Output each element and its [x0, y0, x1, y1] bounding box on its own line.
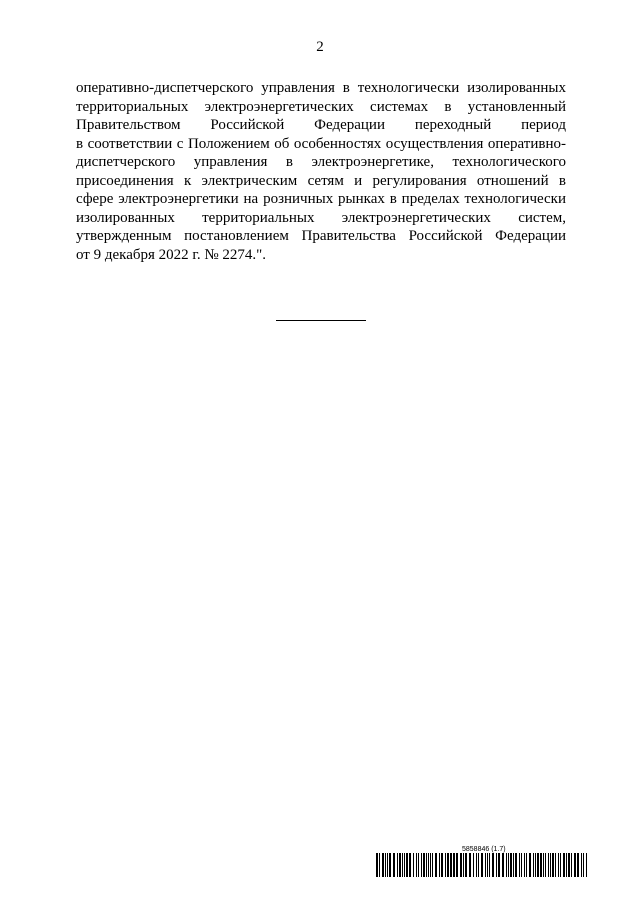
- barcode-bar: [409, 853, 411, 877]
- barcode-bar: [526, 853, 527, 877]
- document-code: 5858846 (1.7): [462, 846, 506, 853]
- barcode-bar: [489, 853, 490, 877]
- barcode-icon: [376, 853, 589, 877]
- barcode-bar: [540, 853, 542, 877]
- page-number: 2: [316, 39, 324, 55]
- barcode-bar: [543, 853, 544, 877]
- barcode-bar: [568, 853, 570, 877]
- barcode-bar: [496, 853, 497, 877]
- barcode-bar: [492, 853, 494, 877]
- barcode-bar: [563, 853, 565, 877]
- barcode-bar: [445, 853, 446, 877]
- barcode-bar: [577, 853, 579, 877]
- barcode-bar: [393, 853, 395, 877]
- barcode-bar: [550, 853, 551, 877]
- text-line-last: от 9 декабря 2022 г. № 2274.".: [76, 246, 267, 263]
- barcode-bar: [460, 853, 462, 877]
- text-line: территориальных электроэнергетических системах в установленный: [76, 98, 566, 115]
- barcode-bar: [379, 853, 380, 877]
- barcode-bar: [402, 853, 403, 877]
- barcode-bar: [566, 853, 567, 877]
- barcode-bar: [387, 853, 388, 877]
- text-line: Правительством Российской Федерации переходный период: [76, 117, 566, 133]
- barcode-bar: [428, 853, 429, 877]
- text-line: изолированных территориальных электроэнергетических систем,: [76, 209, 566, 226]
- barcode-bar: [498, 853, 500, 877]
- barcode-bar: [574, 853, 576, 877]
- barcode-bar: [382, 853, 384, 877]
- text-line: присоединения к электрическим сетям и регулирования отношений в: [76, 172, 566, 189]
- barcode-bar: [571, 853, 572, 877]
- barcode-bar: [399, 853, 401, 877]
- barcode-bar: [533, 853, 534, 877]
- barcode-bar: [513, 853, 514, 877]
- barcode-bar: [456, 853, 458, 877]
- barcode-bar: [485, 853, 486, 877]
- barcode-bar: [404, 853, 405, 877]
- barcode-bar: [506, 853, 507, 877]
- barcode-bar: [502, 853, 504, 877]
- barcode-bar: [423, 853, 425, 877]
- barcode-bar: [476, 853, 477, 877]
- barcode-bar: [426, 853, 427, 877]
- barcode-bar: [519, 853, 520, 877]
- barcode-bar: [385, 853, 386, 877]
- barcode-bar: [487, 853, 488, 877]
- barcode-bar: [524, 853, 525, 877]
- text-line: утвержденным постановлением Правительства Российской Федерации: [76, 228, 566, 244]
- barcode-bar: [478, 853, 479, 877]
- barcode-bar: [463, 853, 464, 877]
- document-body: [76, 79, 566, 264]
- barcode-bar: [453, 853, 455, 877]
- barcode-bar: [421, 853, 422, 877]
- text-line: сфере электроэнергетики на розничных рынках в пределах технологически: [76, 191, 566, 207]
- barcode-bar: [581, 853, 582, 877]
- barcode-bar: [406, 853, 408, 877]
- barcode-bar: [481, 853, 483, 877]
- barcode-bar: [416, 853, 417, 877]
- barcode-bar: [508, 853, 509, 877]
- barcode-bar: [389, 853, 391, 877]
- separator-line: [276, 320, 366, 321]
- barcode-bar: [515, 853, 517, 877]
- barcode-bar: [441, 853, 443, 877]
- barcode-bar: [535, 853, 536, 877]
- barcode-bar: [537, 853, 539, 877]
- barcode-bar: [586, 853, 587, 877]
- barcode-bar: [397, 853, 398, 877]
- barcode-bar: [376, 853, 378, 877]
- barcode-bar: [560, 853, 561, 877]
- barcode-bar: [465, 853, 467, 877]
- barcode-bar: [450, 853, 452, 877]
- text-line: диспетчерского управления в электроэнергетике, технологического: [76, 154, 566, 170]
- barcode-bar: [432, 853, 433, 877]
- barcode-bar: [439, 853, 440, 877]
- barcode-bar: [469, 853, 471, 877]
- barcode-bar: [430, 853, 431, 877]
- barcode-bar: [548, 853, 549, 877]
- barcode-bar: [473, 853, 474, 877]
- barcode-bar: [583, 853, 584, 877]
- barcode-bar: [558, 853, 559, 877]
- barcode-bar: [555, 853, 556, 877]
- barcode-bar: [552, 853, 554, 877]
- barcode-bar: [435, 853, 437, 877]
- barcode-bar: [418, 853, 419, 877]
- text-line: оперативно-диспетчерского управления в технологически изолированных: [76, 80, 566, 96]
- barcode-bar: [510, 853, 512, 877]
- barcode-bar: [545, 853, 546, 877]
- barcode-bar: [413, 853, 414, 877]
- text-line: в соответствии с Положением об особенностях осуществления оперативно-: [76, 135, 566, 152]
- barcode-bar: [521, 853, 522, 877]
- barcode-bar: [529, 853, 531, 877]
- barcode-bar: [447, 853, 449, 877]
